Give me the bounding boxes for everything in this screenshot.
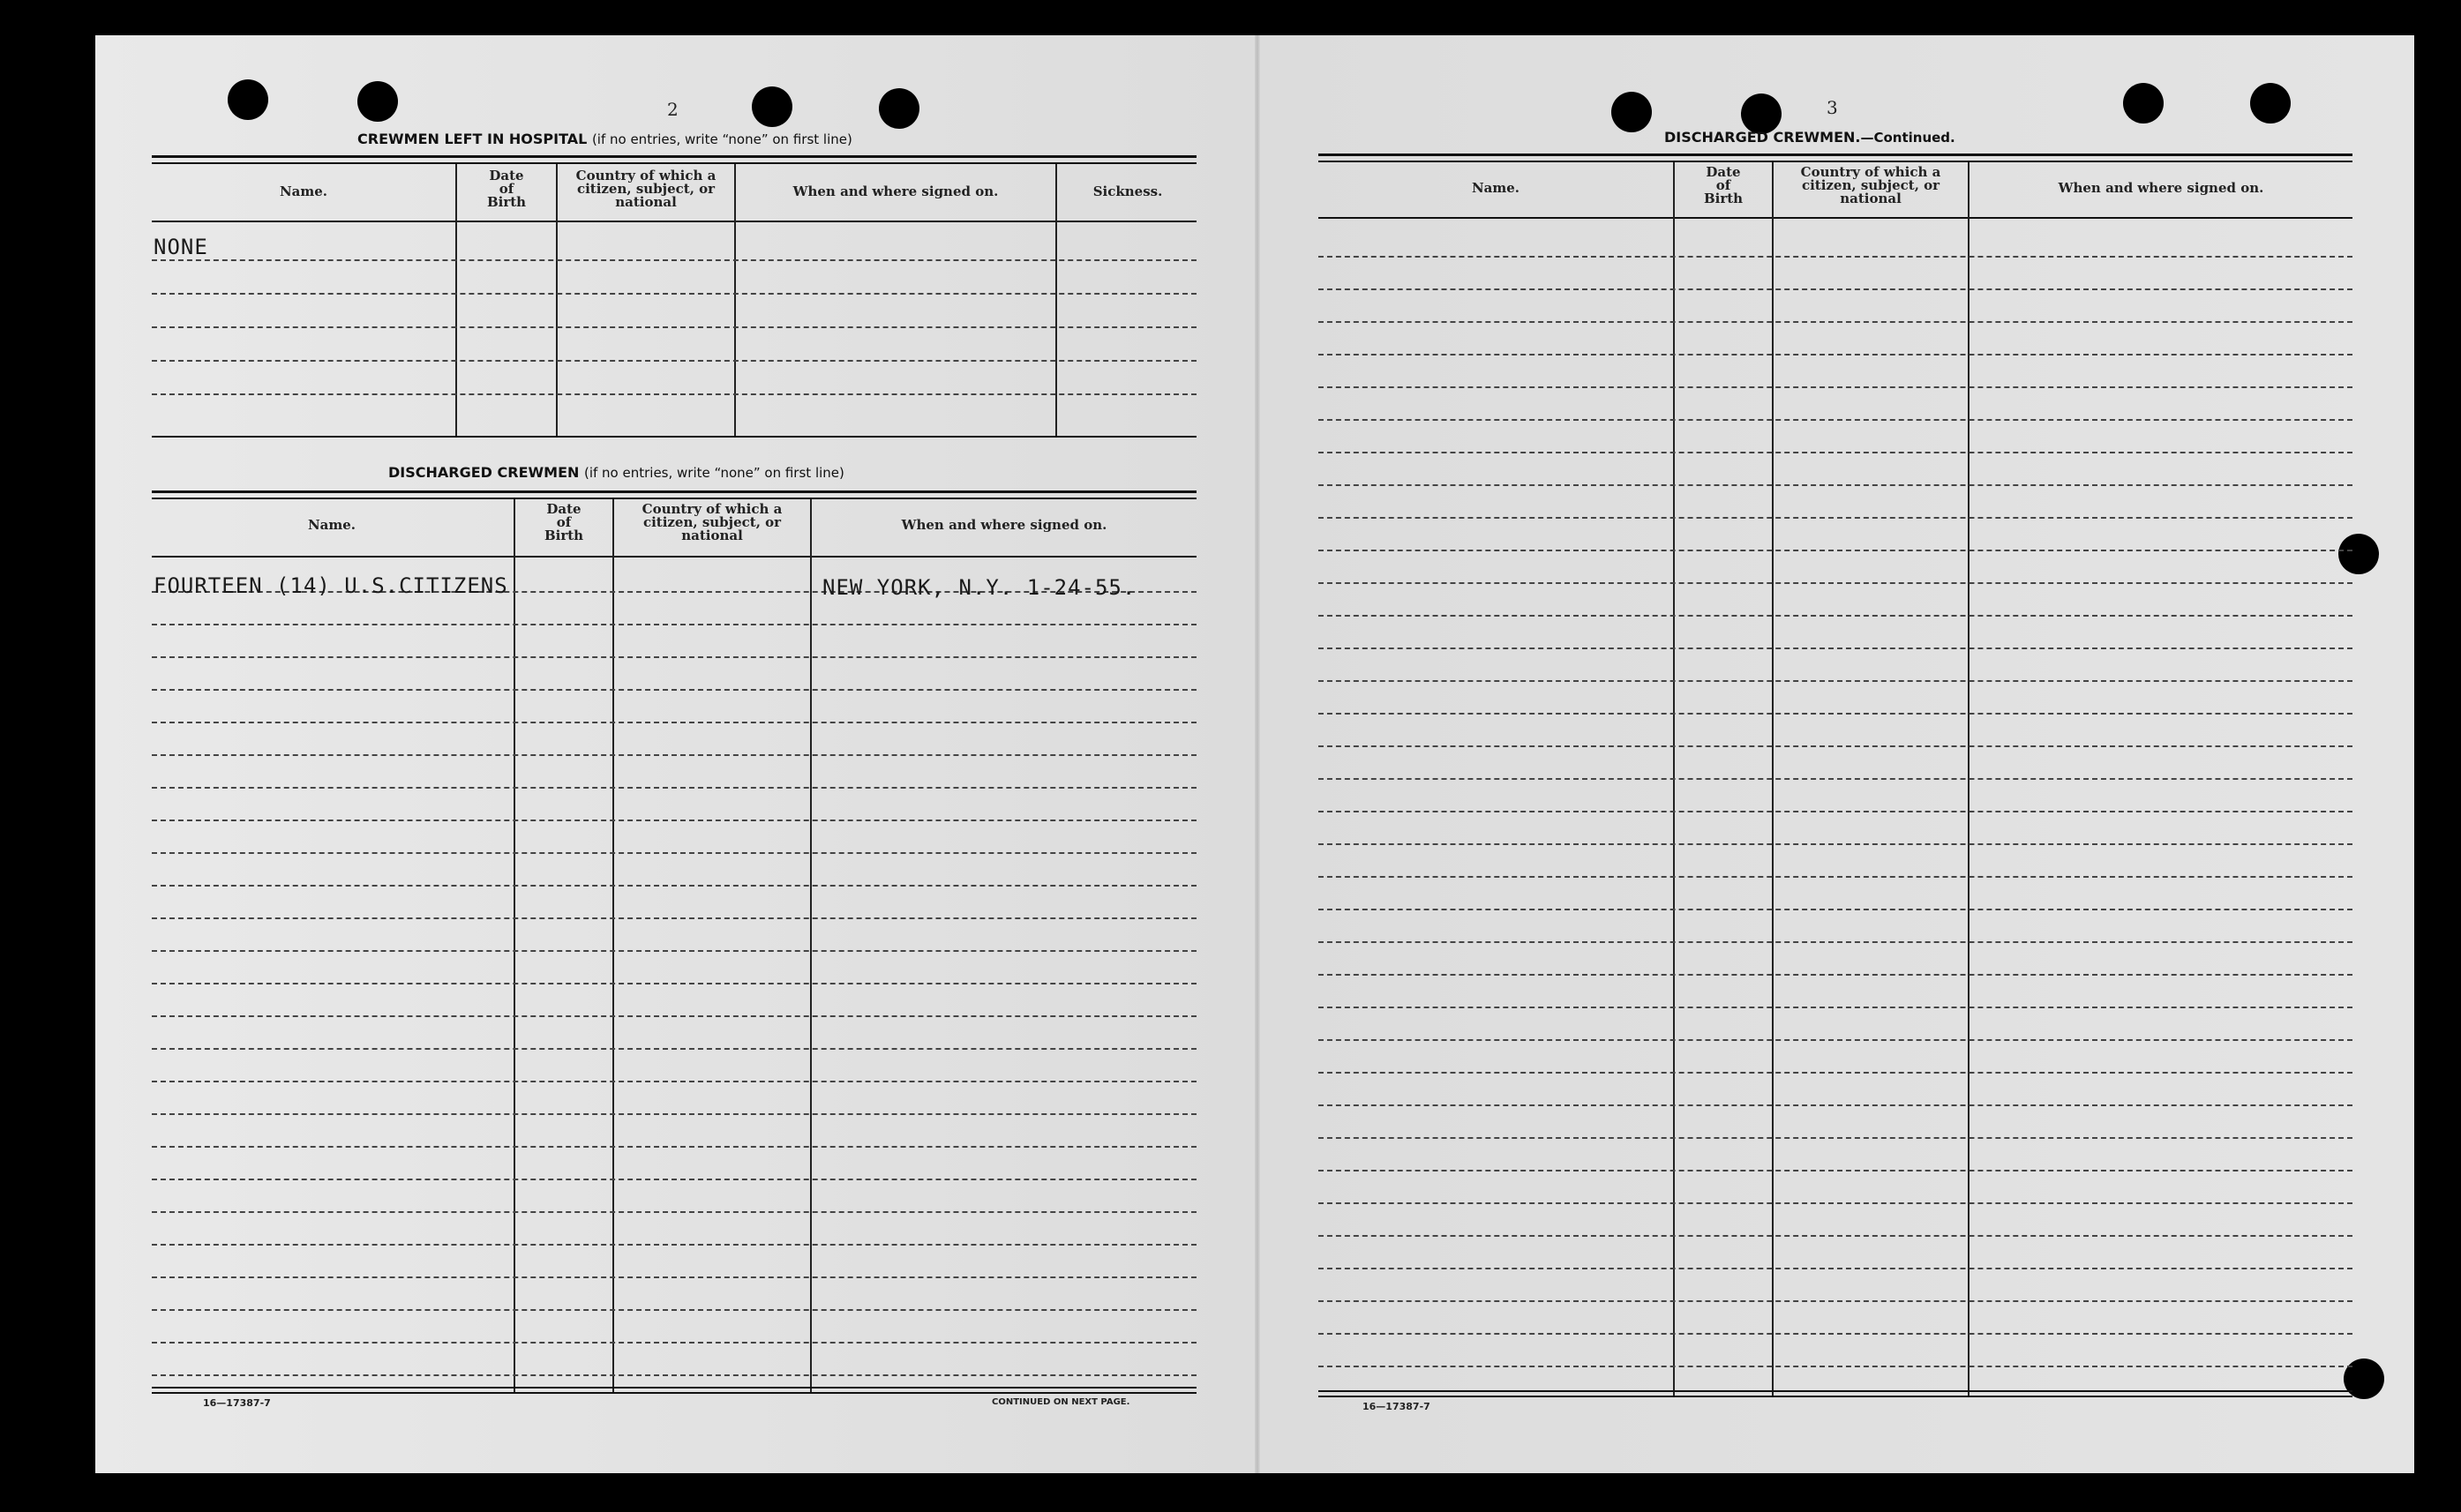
table-row (152, 1374, 1197, 1376)
header-name: Name. (279, 183, 328, 199)
punch-hole (1611, 92, 1652, 132)
table-top-rule (152, 162, 1197, 164)
discharged-section-title (388, 464, 844, 481)
punch-hole (228, 79, 268, 120)
discharged-entry-signed-on: NEW YORK, N.Y. 1-24-55. (822, 575, 1137, 600)
table-row (152, 1179, 1197, 1180)
section-title-suffix: —Continued. (1860, 130, 1955, 146)
table-row (1318, 582, 2352, 584)
table-row (152, 1081, 1197, 1082)
table-top-rule (152, 490, 1197, 493)
header-dob: Date of Birth (1703, 164, 1744, 206)
column-divider (556, 164, 558, 438)
table-row (1318, 647, 2352, 649)
table-row (152, 1211, 1197, 1213)
column-divider (1968, 162, 1970, 1397)
table-bottom-rule (1318, 1396, 2352, 1397)
table-row (1318, 550, 2352, 551)
header-country: Country of which a citizen, subject, or national (575, 168, 717, 210)
page-number: 2 (667, 99, 679, 120)
table-row (1318, 452, 2352, 453)
punch-hole (357, 81, 398, 122)
form-number: 16—17387-7 (1362, 1401, 1430, 1412)
table-top-rule (152, 498, 1197, 499)
table-row (152, 259, 1197, 261)
header-dob: Date of Birth (486, 168, 527, 210)
header-signed-on: When and where signed on. (792, 183, 999, 199)
table-row (152, 1048, 1197, 1050)
table-row (1318, 321, 2352, 323)
table-row (1318, 1104, 2352, 1106)
table-row (152, 852, 1197, 854)
header-sickness: Sickness. (1092, 183, 1163, 199)
continued-note: CONTINUED ON NEXT PAGE. (992, 1397, 1130, 1407)
table-top-rule (1318, 161, 2352, 162)
column-divider (612, 499, 614, 1392)
column-divider (734, 164, 736, 438)
table-row (152, 722, 1197, 723)
header-bottom-rule (1318, 217, 2352, 219)
table-row (1318, 256, 2352, 258)
section-title-text: DISCHARGED CREWMEN. (1664, 129, 1861, 146)
hospital-section-title (357, 131, 852, 147)
table-row (152, 326, 1197, 328)
punch-hole (879, 88, 919, 129)
table-row (152, 1276, 1197, 1278)
punch-hole (2344, 1359, 2384, 1399)
table-row (152, 624, 1197, 625)
column-divider (1772, 162, 1774, 1397)
table-row (1318, 1366, 2352, 1367)
table-row (152, 885, 1197, 887)
discharged-entry-name: FOURTEEN (14) U.S.CITIZENS (154, 573, 508, 598)
table-bottom-rule (152, 1387, 1197, 1388)
section-instruction: (if no entries, write “none” on first line) (583, 465, 844, 481)
table-row (152, 950, 1197, 952)
section-title-text: DISCHARGED CREWMEN (388, 464, 580, 481)
table-top-rule (1318, 153, 2352, 156)
table-row (152, 393, 1197, 395)
table-row (1318, 386, 2352, 388)
header-signed-on: When and where signed on. (2058, 180, 2264, 196)
table-row (152, 293, 1197, 295)
table-row (152, 1244, 1197, 1246)
table-bottom-rule (1318, 1390, 2352, 1392)
header-bottom-rule (152, 221, 1197, 222)
column-divider (514, 499, 515, 1392)
table-row (1318, 1072, 2352, 1074)
table-row (1318, 778, 2352, 780)
discharged-continued-title (1664, 129, 1955, 146)
header-signed-on: When and where signed on. (901, 517, 1107, 533)
column-divider (455, 164, 457, 438)
punch-hole (2250, 83, 2291, 124)
section-instruction: (if no entries, write “none” on first line) (591, 131, 852, 147)
table-row (152, 787, 1197, 789)
table-row (1318, 1235, 2352, 1237)
table-row (1318, 1137, 2352, 1139)
table-row (152, 360, 1197, 362)
table-row (1318, 1300, 2352, 1302)
punch-hole (2123, 83, 2164, 124)
punch-hole (752, 86, 792, 127)
table-row (1318, 419, 2352, 421)
table-row (1318, 484, 2352, 486)
column-divider (1055, 164, 1057, 438)
table-row (1318, 713, 2352, 715)
form-number: 16—17387-7 (203, 1397, 271, 1409)
table-row (1318, 1333, 2352, 1335)
table-row (1318, 974, 2352, 976)
page-number: 3 (1827, 97, 1838, 118)
table-row (152, 917, 1197, 919)
table-row (152, 754, 1197, 756)
table-top-rule (152, 155, 1197, 158)
table-row (1318, 941, 2352, 943)
header-bottom-rule (152, 556, 1197, 558)
table-row (1318, 1007, 2352, 1008)
table-row (1318, 843, 2352, 845)
table-row (152, 1342, 1197, 1344)
table-row (1318, 909, 2352, 910)
table-row (1318, 1202, 2352, 1204)
table-row (1318, 615, 2352, 617)
table-bottom-rule (152, 436, 1197, 438)
section-title-text: CREWMEN LEFT IN HOSPITAL (357, 131, 588, 147)
table-row (152, 689, 1197, 691)
table-row (152, 1113, 1197, 1115)
header-country: Country of which a citizen, subject, or national (1800, 164, 1941, 206)
table-row (152, 1015, 1197, 1017)
header-dob: Date of Birth (544, 501, 584, 543)
hospital-entry: NONE (154, 235, 208, 259)
table-row (1318, 1039, 2352, 1041)
table-row (1318, 1170, 2352, 1171)
table-row (152, 983, 1197, 984)
table-row (1318, 745, 2352, 747)
header-country: Country of which a citizen, subject, or national (642, 501, 783, 543)
table-row (1318, 876, 2352, 878)
table-row (152, 1146, 1197, 1148)
header-name: Name. (307, 517, 356, 533)
table-row (152, 656, 1197, 658)
table-row (1318, 354, 2352, 356)
table-row (1318, 680, 2352, 682)
table-row (1318, 288, 2352, 290)
table-row (1318, 517, 2352, 519)
header-name: Name. (1471, 180, 1520, 196)
table-row (1318, 811, 2352, 812)
page-fold (1255, 35, 1260, 1473)
column-divider (810, 499, 812, 1392)
table-row (152, 1309, 1197, 1311)
table-row (1318, 1268, 2352, 1269)
punch-hole (2338, 534, 2379, 574)
table-bottom-rule (152, 1392, 1197, 1394)
table-row (152, 820, 1197, 821)
column-divider (1673, 162, 1675, 1397)
